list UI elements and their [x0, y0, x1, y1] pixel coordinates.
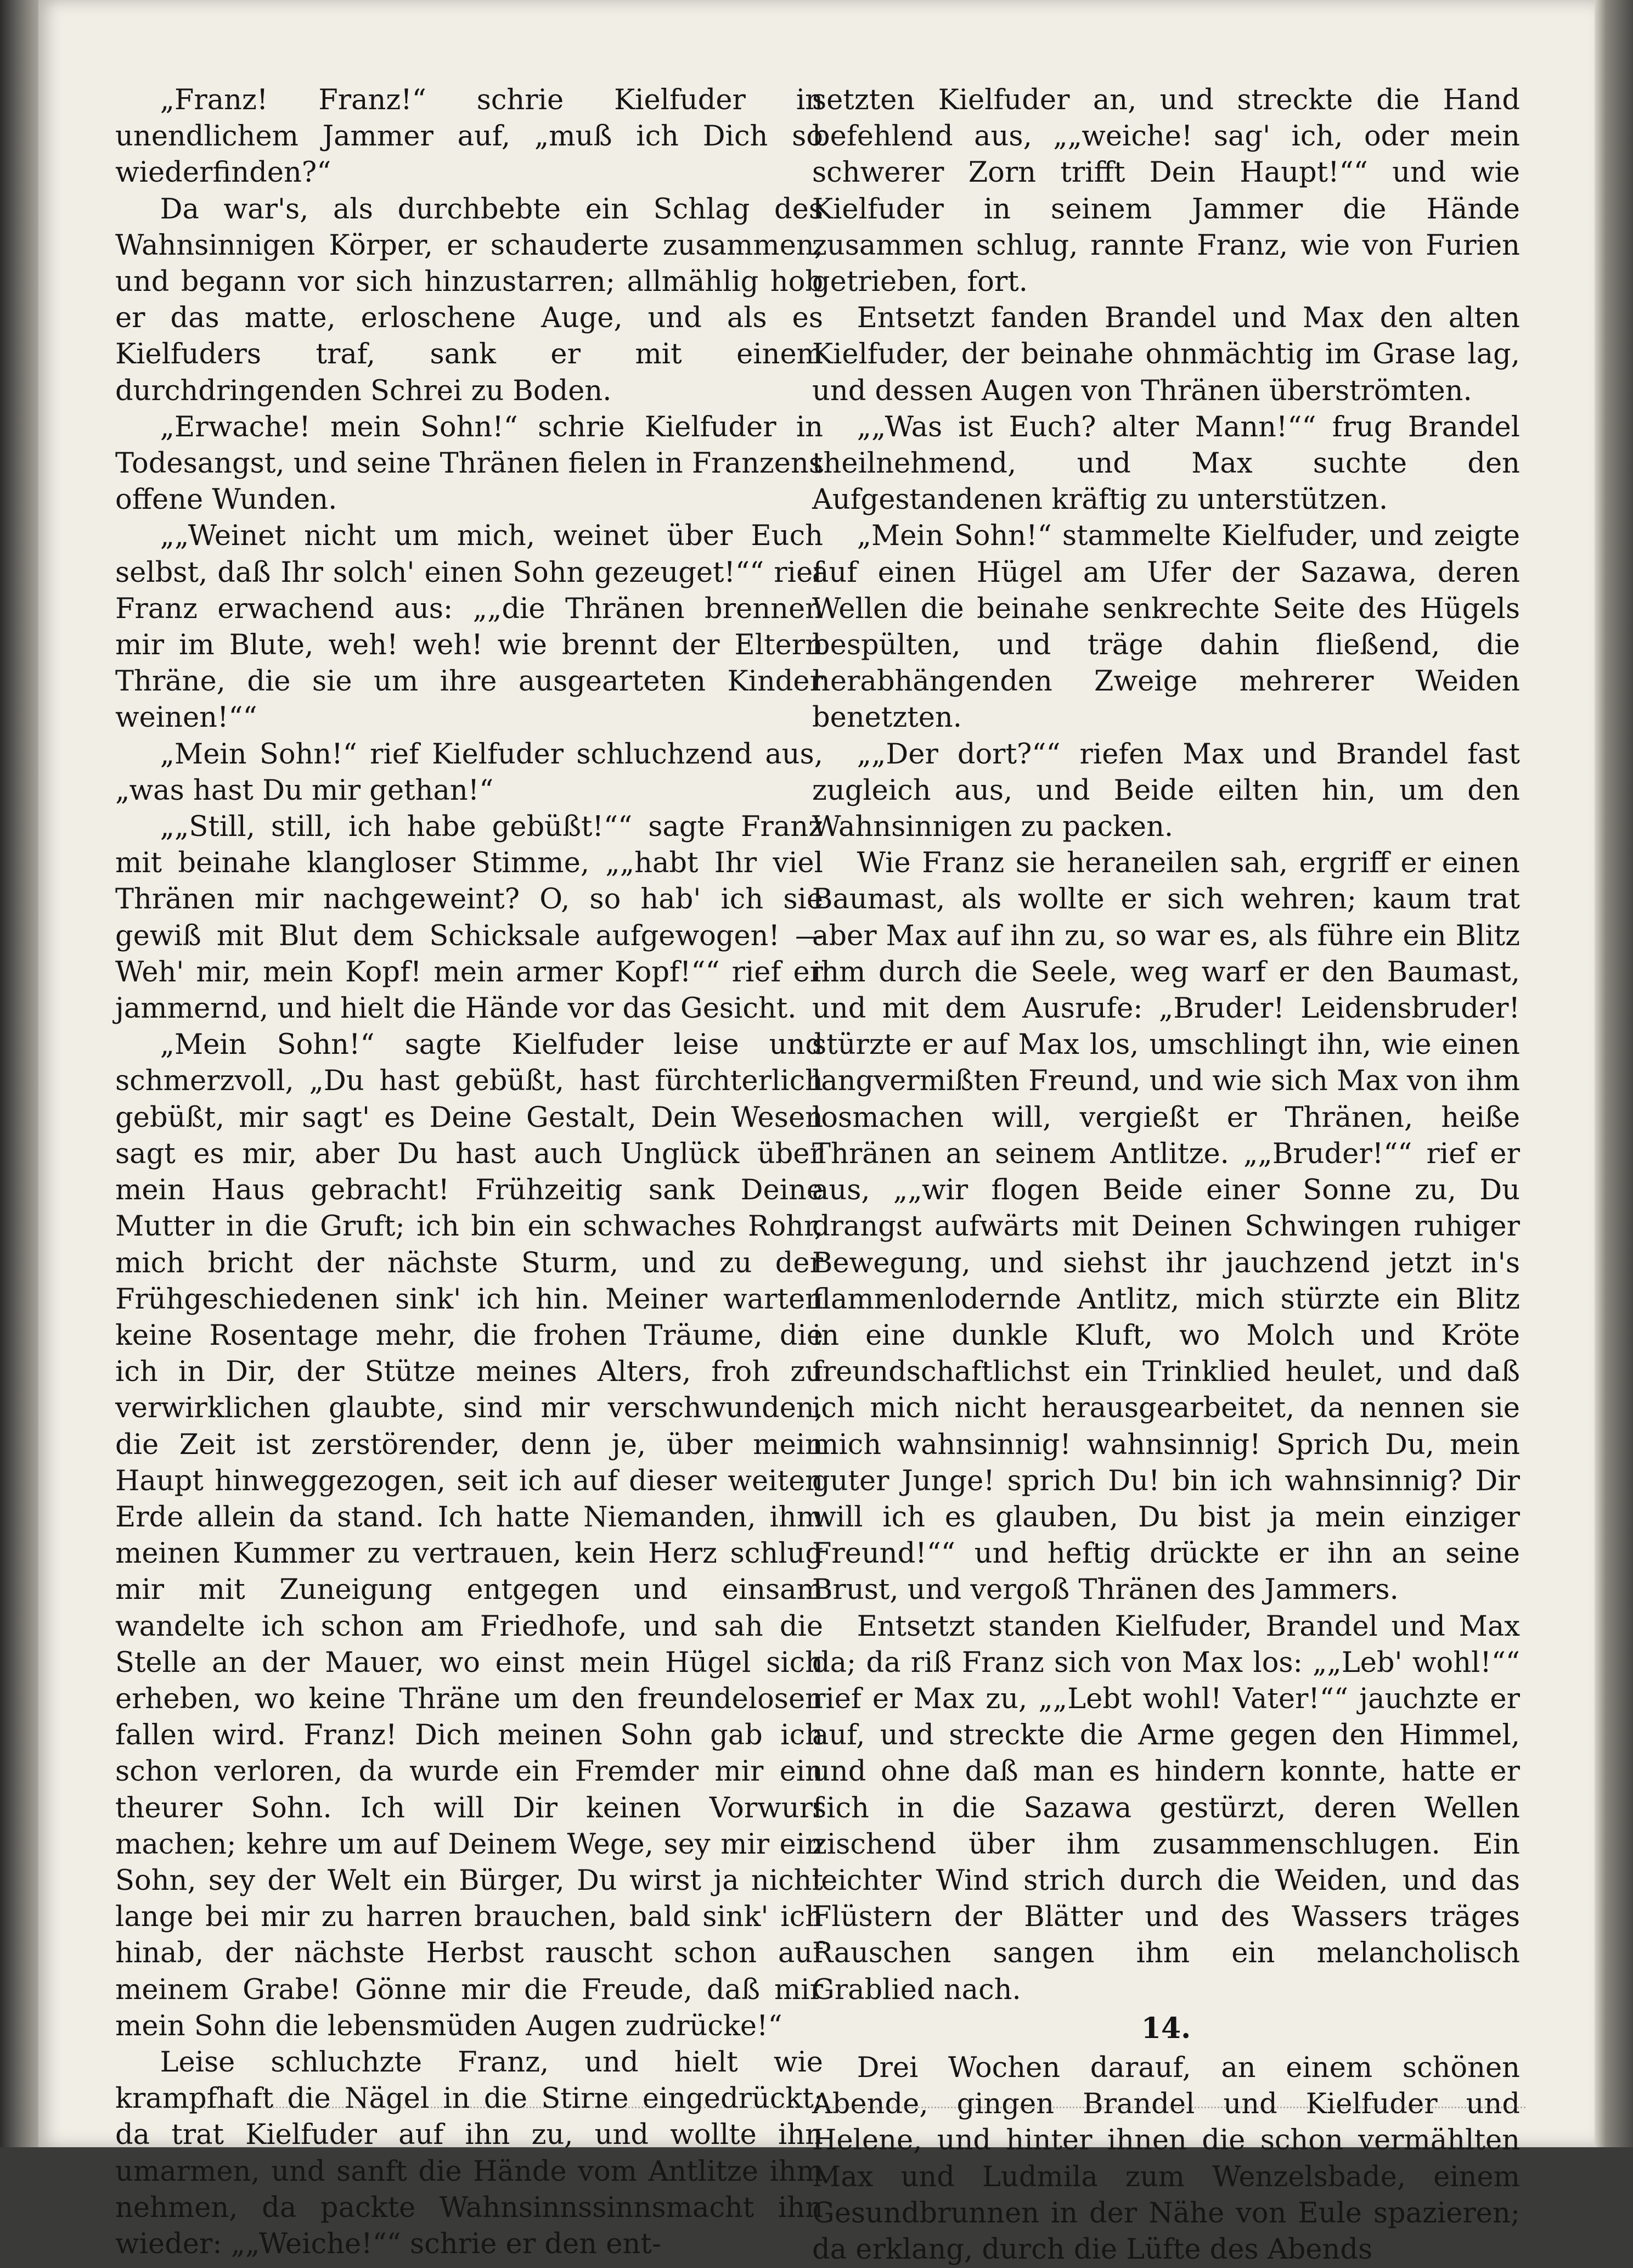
paragraph: „„Was ist Euch? alter Mann!““ frug Brandel theilnehmend, und Max suchte den Aufgestandenen kräftig zu unterstützen. [812, 411, 1520, 517]
left-text-column [115, 82, 823, 2263]
paragraph: Leise schluchzte Franz, und hielt wie krampfhaft die Nägel in die Stirne eingedrückt; da trat Kielfuder auf ihn zu, und wollte ihn umarmen, und sanft die Hände vom Antlitze ihm nehmen, da packte Wahnsinnssinnsmacht ihn wieder: „„Weiche!““ schrie er den ent- [115, 2046, 823, 2260]
bottom-edge-marks [154, 2107, 1525, 2110]
paragraph: Drei Wochen darauf, an einem schönen Abende, gingen Brandel und Kielfuder und Helene, und hinter ihnen die schon vermählten Max und Ludmila zum Wenzelsbade, einem Gesundbrunnen in der Nähe von Eule spazieren; da erklang, durch die Lüfte des Abends [812, 2051, 1520, 2266]
paragraph: Entsetzt fanden Brandel und Max den alten Kielfuder, der beinahe ohnmächtig im Grase lag, und dessen Augen von Thränen überströmten. [812, 302, 1520, 407]
section-number: 14. [1141, 2011, 1191, 2045]
paragraph: „Mein Sohn!“ sagte Kielfuder leise und schmerzvoll, „Du hast gebüßt, hast fürchterlich gebüßt, mir sagt' es Deine Gestalt, Dein Wesen sagt es mir, aber Du hast auch Unglück über mein Haus gebracht! Frühzeitig sank Deine Mutter in die Gruft; ich bin ein schwaches Rohr, mich bricht der nächste Sturm, und zu der Frühgeschiedenen sink' ich hin. Meiner warten keine Rosentage mehr, die frohen Träume, die ich in Dir, der Stütze meines Alters, froh zu verwirklichen glaubte, sind mir verschwunden, die Zeit ist zerstörender, denn je, über mein Haupt hinweggezogen, seit ich auf dieser weiten Erde allein da stand. Ich hatte Niemanden, ihm meinen Kummer zu vertrauen, kein Herz schlug mir mit Zuneigung entgegen und einsam wandelte ich schon am Friedhofe, und sah die Stelle an der Mauer, wo einst mein Hügel sich erheben, wo keine Thräne um den freundelosen fallen wird. Franz! Dich meinen Sohn gab ich schon verloren, da wurde ein Fremder mir ein theurer Sohn. Ich will Dir keinen Vorwurf machen; kehre um auf Deinem Wege, sey mir ein Sohn, sey der Welt ein Bürger, Du wirst ja nicht lange bei mir zu harren brauchen, bald sink' ich hinab, der nächste Herbst rauscht schon auf meinem Grabe! Gönne mir die Freude, daß mir mein Sohn die lebensmüden Augen zudrücke!“ [115, 1029, 823, 2042]
paragraph: „Franz! Franz!“ schrie Kielfuder in unendlichem Jammer auf, „muß ich Dich so wiederfinden?“ [115, 84, 823, 189]
paragraph: „„Still, still, ich habe gebüßt!““ sagte Franz mit beinahe klangloser Stimme, „„habt Ihr viel Thränen mir nachgeweint? O, so hab' ich sie gewiß mit Blut dem Schicksale aufgewogen! — Weh' mir, mein Kopf! mein armer Kopf!““ rief er jammernd, und hielt die Hände vor das Gesicht. [115, 811, 823, 1025]
paragraph: Entsetzt standen Kielfuder, Brandel und Max da; da riß Franz sich von Max los: „„Leb' wohl!““ rief er Max zu, „„Lebt wohl! Vater!““ jauchzte er auf, und streckte die Arme gegen den Himmel, und ohne daß man es hindern konnte, hatte er sich in die Sazawa gestürzt, deren Wellen zischend über ihm zusammenschlugen. Ein leichter Wind strich durch die Weiden, und das Flüstern der Blätter und des Wassers träges Rauschen sangen ihm ein melancholisch Grablied nach. [812, 1610, 1520, 2006]
paragraph: „Mein Sohn!“ rief Kielfuder schluchzend aus, „was hast Du mir gethan!“ [115, 738, 823, 807]
book-page [38, 0, 1597, 2266]
paragraph-continued: setzten Kielfuder an, und streckte die Hand befehlend aus, „„weiche! sag' ich, oder mein schwerer Zorn trifft Dein Haupt!““ und wie Kielfuder in seinem Jammer die Hände zusammen schlug, rannte Franz, wie von Furien getrieben, fort. [812, 84, 1520, 299]
paragraph: „Erwache! mein Sohn!“ schrie Kielfuder in Todesangst, und seine Thränen fielen in Franzens offene Wunden. [115, 411, 823, 517]
paragraph: Da war's, als durchbebte ein Schlag des Wahnsinnigen Körper, er schauderte zusammen, und begann vor sich hinzustarren; allmählig hob er das matte, erloschene Auge, und als es Kielfuders traf, sank er mit einem durchdringenden Schrei zu Boden. [115, 193, 823, 407]
paragraph: „„Der dort?““ riefen Max und Brandel fast zugleich aus, und Beide eilten hin, um den Wahnsinnigen zu packen. [812, 738, 1520, 844]
paragraph: „„Weinet nicht um mich, weinet über Euch selbst, daß Ihr solch' einen Sohn gezeuget!““ rief Franz erwachend aus: „„die Thränen brennen mir im Blute, weh! weh! wie brennt der Eltern Thräne, die sie um ihre ausgearteten Kinder weinen!““ [115, 520, 823, 734]
right-text-column [812, 82, 1520, 2268]
paragraph: Wie Franz sie heraneilen sah, ergriff er einen Baumast, als wollte er sich wehren; kaum trat aber Max auf ihn zu, so war es, als führe ein Blitz ihm durch die Seele, weg warf er den Baumast, und mit dem Ausrufe: „Bruder! Leidensbruder! stürzte er auf Max los, umschlingt ihn, wie einen langvermißten Freund, und wie sich Max von ihm losmachen will, vergießt er Thränen, heiße Thränen an seinem Antlitze. „„Bruder!““ rief er aus, „„wir flogen Beide einer Sonne zu, Du drangst aufwärts mit Deinen Schwingen ruhiger Bewegung, und siehst ihr jauchzend jetzt in's flammenlodernde Antlitz, mich stürzte ein Blitz in eine dunkle Kluft, wo Molch und Kröte freundschaftlichst ein Trinklied heulet, und daß ich mich nicht herausgearbeitet, da nennen sie mich wahnsinnig! wahnsinnig! Sprich Du, mein guter Junge! sprich Du! bin ich wahnsinnig? Dir will ich es glauben, Du bist ja mein einziger Freund!““ und heftig drückte er ihn an seine Brust, und vergoß Thränen des Jammers. [812, 847, 1520, 1607]
page-edge-shadow [1595, 0, 1633, 2147]
paragraph: „Mein Sohn!“ stammelte Kielfuder, und zeigte auf einen Hügel am Ufer der Sazawa, deren Wellen die beinahe senkrechte Seite des Hügels bespülten, und träge dahin fließend, die herabhängenden Zweige mehrerer Weiden benetzten. [812, 520, 1520, 734]
